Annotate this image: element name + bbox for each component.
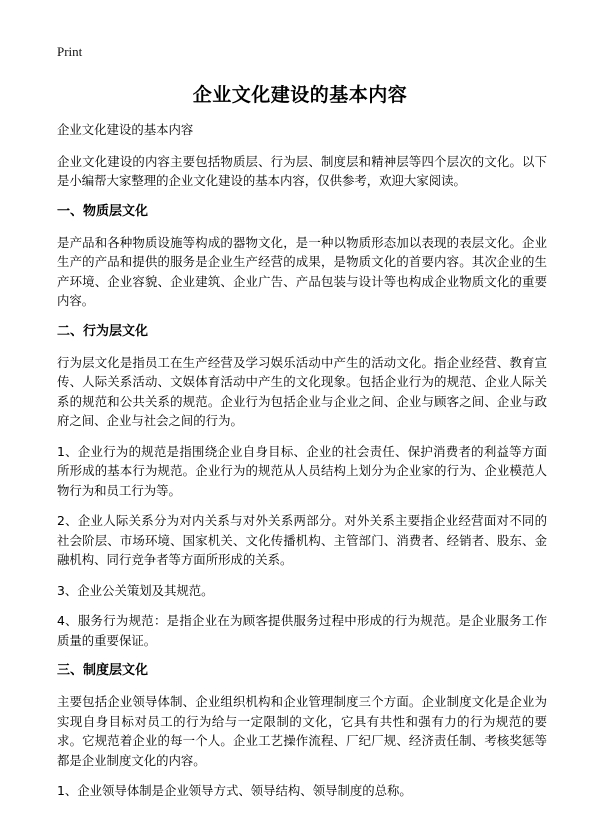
- section-paragraph: 主要包括企业领导体制、企业组织机构和企业管理制度三个方面。企业制度文化是企业为实现自身目标对员工的行为给与一定限制的文化，它具有共性和强有力的行为规范的要求。它规范着企业的每一个人。企业工艺操作流程、厂纪厂规、经济责任制、考核奖惩等都是企业制度文化的内容。: [57, 694, 547, 768]
- section-behavior: [57, 322, 547, 651]
- section-paragraph: 2、企业人际关系分为对内关系与对外关系两部分。对外关系主要指企业经营面对不同的社会阶层、市场环境、国家机关、文化传播机构、主管部门、消费者、经销者、股东、金融机构、同行竞争者等方面所形成的关系。: [57, 513, 547, 567]
- section-paragraph: 1、企业行为的规范是指围绕企业自身目标、企业的社会责任、保护消费者的利益等方面所形成的基本行为规范。企业行为的规范从人员结构上划分为企业家的行为、企业模范人物行为和员工行为等。: [57, 443, 547, 498]
- section-paragraph: 行为层文化是指员工在生产经营及学习娱乐活动中产生的活动文化。指企业经营、教育宣传、人际关系活动、文娱体育活动中产生的文化现象。包括企业行为的规范、企业人际关系的规范和公共关系的规范。企业行为包括企业与企业之间、企业与顾客之间、企业与政府之间、企业与社会之间的行为。: [57, 354, 547, 428]
- document-subtitle: 企业文化建设的基本内容: [57, 122, 194, 137]
- section-heading: 二、行为层文化: [57, 323, 149, 339]
- print-label: Print: [57, 44, 83, 59]
- section-paragraph: 4、服务行为规范：是指企业在为顾客提供服务过程中形成的行为规范。是企业服务工作质量的重要保证。: [57, 613, 547, 648]
- section-paragraph: 1、企业领导体制是企业领导方式、领导结构、领导制度的总称。: [57, 783, 412, 798]
- document-body: [57, 120, 547, 812]
- section-heading: 一、物质层文化: [57, 203, 149, 219]
- section-paragraph: 3、企业公关策划及其规范。: [57, 582, 214, 598]
- section-institution: [57, 661, 547, 801]
- section-paragraph: 是产品和各种物质设施等构成的器物文化，是一种以物质形态加以表现的表层文化。企业生产的产品和提供的服务是企业生产经营的成果，是物质文化的首要内容。其次企业的生产环境、企业容貌、企业建筑、企业广告、产品包装与设计等也构成企业物质文化的重要内容。: [57, 234, 547, 308]
- document-title: 企业文化建设的基本内容: [192, 84, 408, 106]
- intro-paragraph: 企业文化建设的内容主要包括物质层、行为层、制度层和精神层等四个层次的文化。以下是小编帮大家整理的企业文化建设的基本内容，仅供参考，欢迎大家阅读。: [57, 153, 547, 188]
- section-material: [57, 202, 547, 311]
- section-heading: 三、制度层文化: [57, 663, 149, 678]
